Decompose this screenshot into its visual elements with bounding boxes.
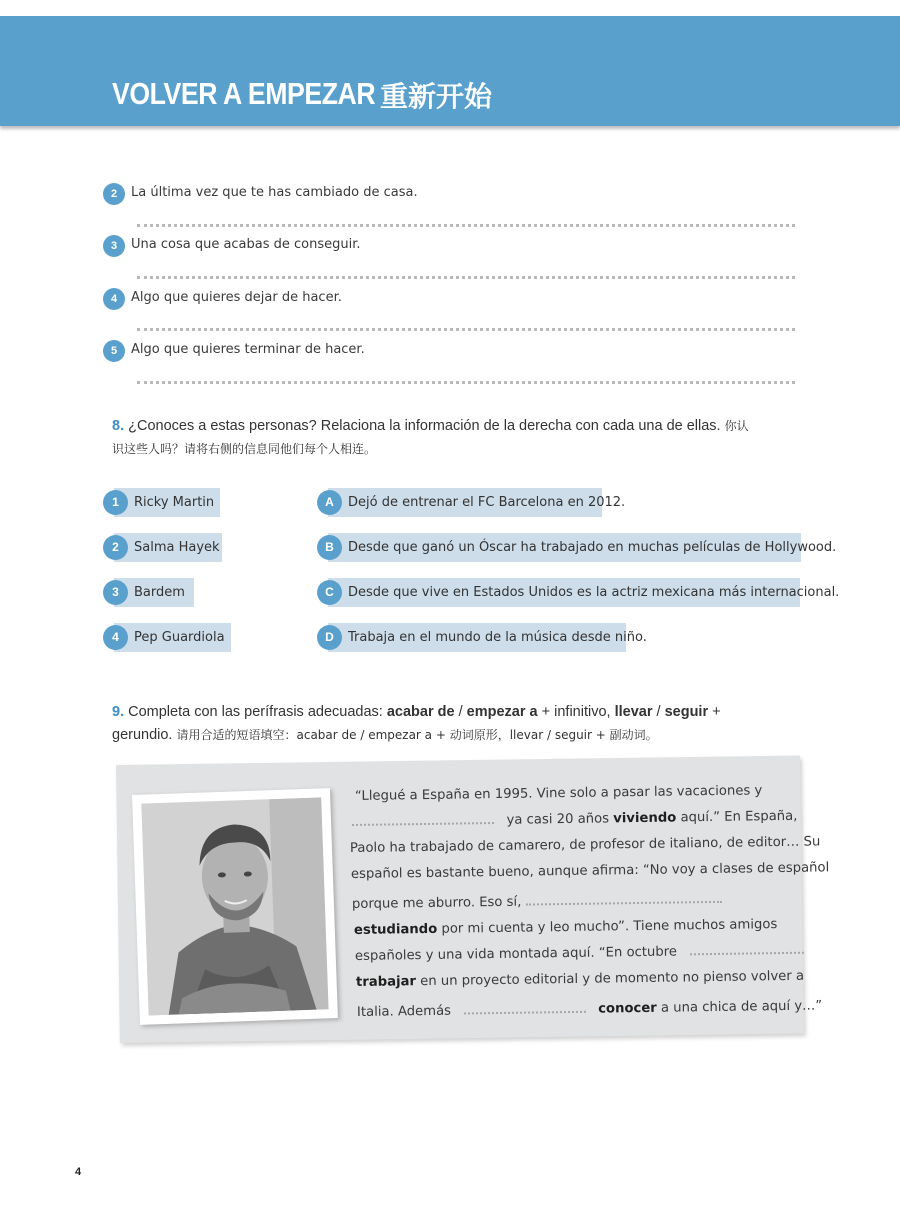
page-header [0, 16, 900, 126]
exercise-8-text-cn-a: 你认 [724, 419, 749, 433]
fact-item[interactable] [328, 533, 837, 562]
plus-sign: + [712, 704, 721, 720]
question-number: 3 [103, 235, 125, 257]
passage-text: por mi cuenta y leo mucho”. Tiene muchos amigos [441, 917, 778, 937]
fact-item[interactable] [328, 488, 626, 517]
exercise-number: 9. [112, 704, 125, 720]
exercise-9-instructions [112, 701, 812, 747]
fact-item[interactable] [328, 623, 647, 652]
exercise-9-mid: + infinitivo, [541, 704, 611, 720]
fact-text: Desde que ganó un Óscar ha trabajado en muchas películas de Hollywood. [348, 540, 837, 555]
answer-line[interactable] [137, 328, 795, 331]
exercise-9-gerundio: gerundio. [112, 727, 173, 743]
fact-letter: D [317, 625, 342, 650]
person-name: Ricky Martin [134, 495, 215, 510]
fact-text: Desde que vive en Estados Unidos es la actriz mexicana más internacional. [348, 585, 840, 600]
passage-verb: conocer [598, 1000, 657, 1017]
blank-field[interactable] [689, 944, 803, 956]
exercise-9-text-cn: 请用合适的短语填空：acabar de / empezar a + 动词原形，llevar / seguir + 副动词。 [176, 728, 658, 742]
page-number: 4 [75, 1166, 82, 1178]
person-item[interactable] [114, 488, 220, 517]
person-item[interactable] [114, 623, 231, 652]
passage-text: porque me aburro. Eso sí, [351, 894, 522, 912]
phrase-empezar-a: empezar a [466, 704, 538, 720]
answer-line[interactable] [137, 276, 795, 279]
person-number: 4 [103, 625, 128, 650]
photo-frame [132, 788, 338, 1025]
person-name: Pep Guardiola [134, 630, 225, 645]
question-number: 2 [103, 183, 125, 205]
exercise-8-text-cn-b: 识这些人吗？请将右侧的信息同他们每个人相连。 [112, 442, 377, 456]
passage-text: Paolo ha trabajado de camarero, de profesor de italiano, de editor… Su [349, 834, 821, 856]
passage-text: Italia. Además [356, 1003, 452, 1020]
question-number: 4 [103, 288, 125, 310]
fact-letter: B [317, 535, 342, 560]
blank-field[interactable] [463, 1003, 585, 1015]
blank-field[interactable] [525, 893, 721, 906]
question-text: Algo que quieres dejar de hacer. [131, 290, 342, 305]
passage-text: “Llegué a España en 1995. Vine solo a pasar las vacaciones y [354, 783, 763, 804]
person-number: 2 [103, 535, 128, 560]
question-text: Algo que quieres terminar de hacer. [131, 342, 365, 357]
passage-text: aquí.” En España, [680, 808, 798, 826]
exercise-8-instructions [112, 415, 812, 461]
separator: / [656, 704, 661, 720]
phrase-llevar: llevar [614, 704, 653, 720]
page-title-chinese: 重新开始 [380, 80, 493, 113]
phrase-acabar-de: acabar de [386, 704, 455, 720]
portrait-photo [141, 797, 328, 1015]
fact-text: Trabaja en el mundo de la música desde niño. [348, 630, 647, 645]
passage-text: españoles y una vida montada aquí. “En octubre [354, 944, 678, 964]
passage-verb: viviendo [613, 810, 677, 827]
exercise-9-intro: Completa con las perífrasis adecuadas: [128, 704, 383, 720]
person-item[interactable] [114, 533, 222, 562]
person-number: 1 [103, 490, 128, 515]
exercise-number: 8. [112, 418, 125, 434]
answer-line[interactable] [137, 381, 795, 384]
fact-letter: A [317, 490, 342, 515]
question-text: Una cosa que acabas de conseguir. [131, 237, 361, 252]
passage-verb: estudiando [353, 921, 438, 938]
answer-line[interactable] [137, 224, 795, 227]
page-title: VOLVER A EMPEZAR [112, 76, 376, 111]
question-number: 5 [103, 340, 125, 362]
passage-verb: trabajar [355, 974, 417, 990]
passage-text: a una chica de aquí y…” [660, 998, 823, 1016]
exercise-8-text: ¿Conoces a estas personas? Relaciona la información de la derecha con cada una de ellas. [128, 418, 721, 434]
person-number: 3 [103, 580, 128, 605]
fact-item[interactable] [328, 578, 840, 607]
passage-text: en un proyecto editorial y de momento no pienso volver a [420, 968, 805, 990]
question-text: La última vez que te has cambiado de casa. [131, 185, 418, 200]
passage-text: español es bastante bueno, aunque afirma: “No voy a clases de español [350, 860, 830, 882]
fact-letter: C [317, 580, 342, 605]
fact-text: Dejó de entrenar el FC Barcelona en 2012. [348, 495, 626, 510]
separator: / [458, 704, 463, 720]
person-name: Bardem [134, 585, 185, 600]
blank-field[interactable] [352, 814, 494, 826]
person-name: Salma Hayek [134, 540, 220, 555]
phrase-seguir: seguir [664, 704, 709, 720]
passage-text: ya casi 20 años [506, 811, 610, 828]
